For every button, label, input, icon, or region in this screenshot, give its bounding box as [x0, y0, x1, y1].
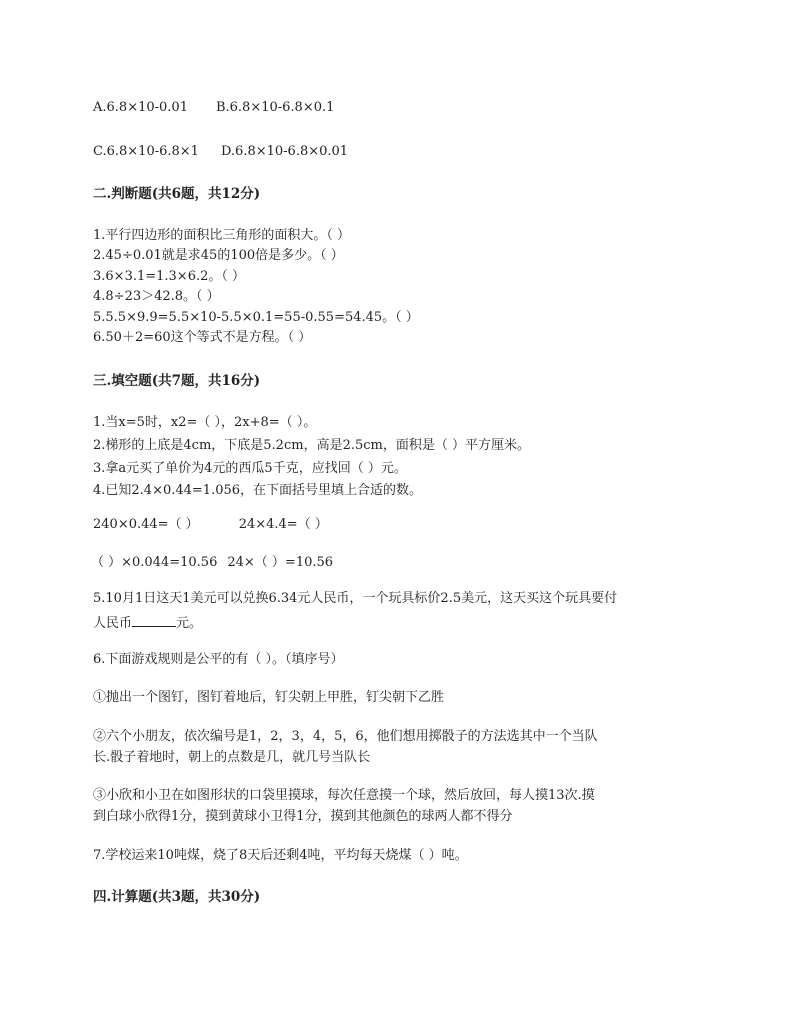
judgment-item-2: 2.45÷0.01就是求45的100倍是多少。（ ）: [93, 248, 344, 263]
q4-row2-right: 24×（ ）=10.56: [227, 555, 334, 570]
options-row-ab: [93, 99, 334, 117]
fill-question-1: 1.当x=5时，x2=（ ），2x+8=（ ）。: [93, 415, 317, 430]
q5-prefix: 人民币: [93, 616, 133, 631]
section-heading-fill-blank: 三.填空题(共7题，共16分): [93, 373, 261, 389]
q6-option-2-line-2: 长.骰子着地时，朝上的点数是几，就几号当队长: [93, 750, 371, 765]
answer-blank[interactable]: [132, 612, 176, 627]
fill-question-6: 6.下面游戏规则是公平的有（ ）。（填序号）: [93, 652, 344, 667]
judgment-item-4: 4.8÷23＞42.8。（ ）: [93, 289, 220, 304]
q6-option-2-line-1: ②六个小朋友，依次编号是1，2，3，4，5，6，他们想用掷骰子的方法选其中一个当队: [93, 729, 598, 744]
option-b: B.6.8×10-6.8×0.1: [215, 100, 335, 115]
fill-question-7: 7.学校运来10吨煤，烧了8天后还剩4吨，平均每天烧煤（ ）吨。: [93, 848, 468, 863]
q6-option-3-line-2: 到白球小欣得1分，摸到黄球小卫得1分，摸到其他颜色的球两人都不得分: [93, 809, 513, 824]
fill-question-5-line-2: [93, 612, 202, 633]
section-heading-calculation: 四.计算题(共3题，共30分): [93, 889, 261, 905]
option-c: C.6.8×10-6.8×1: [93, 144, 199, 159]
q5-suffix: 元。: [176, 616, 203, 631]
section-heading-judgment: 二.判断题(共6题，共12分): [93, 186, 261, 202]
q4-row1-right: 24×4.4=（ ）: [238, 517, 328, 532]
q6-option-1: ①抛出一个图钉，图钉着地后，钉尖朝上甲胜，钉尖朝下乙胜: [93, 690, 445, 705]
q6-option-3-line-1: ③小欣和小卫在如图形状的口袋里摸球，每次任意摸一个球，然后放回，每人摸13次.摸: [93, 788, 595, 803]
fill-question-4-row-1: [93, 516, 328, 534]
fill-question-4-row-2: [91, 554, 333, 572]
q4-row2-left: （ ）×0.044=10.56: [91, 555, 218, 570]
fill-question-3: 3.拿a元买了单价为4元的西瓜5千克，应找回（ ）元。: [93, 461, 407, 476]
judgment-item-3: 3.6×3.1=1.3×6.2。（ ）: [93, 269, 246, 284]
judgment-item-1: 1.平行四边形的面积比三角形的面积大。（ ）: [93, 228, 351, 243]
fill-question-4: 4.已知2.4×0.44=1.056，在下面括号里填上合适的数。: [93, 483, 423, 498]
fill-question-2: 2.梯形的上底是4cm，下底是5.2cm，高是2.5cm，面积是（ ）平方厘米。: [93, 438, 530, 453]
fill-question-5-line-1: 5.10月1日这天1美元可以兑换6.34元人民币，一个玩具标价2.5美元，这天买这个玩具要付: [93, 591, 618, 606]
judgment-item-6: 6.50＋2=60这个等式不是方程。（ ）: [93, 330, 312, 345]
option-a: A.6.8×10-0.01: [93, 100, 188, 115]
q4-row1-left: 240×0.44=（ ）: [93, 517, 199, 532]
option-d: D.6.8×10-6.8×0.01: [220, 144, 349, 159]
options-row-cd: [93, 143, 348, 161]
judgment-item-5: 5.5.5×9.9=5.5×10-5.5×0.1=55-0.55=54.45。（ ）: [93, 310, 419, 325]
